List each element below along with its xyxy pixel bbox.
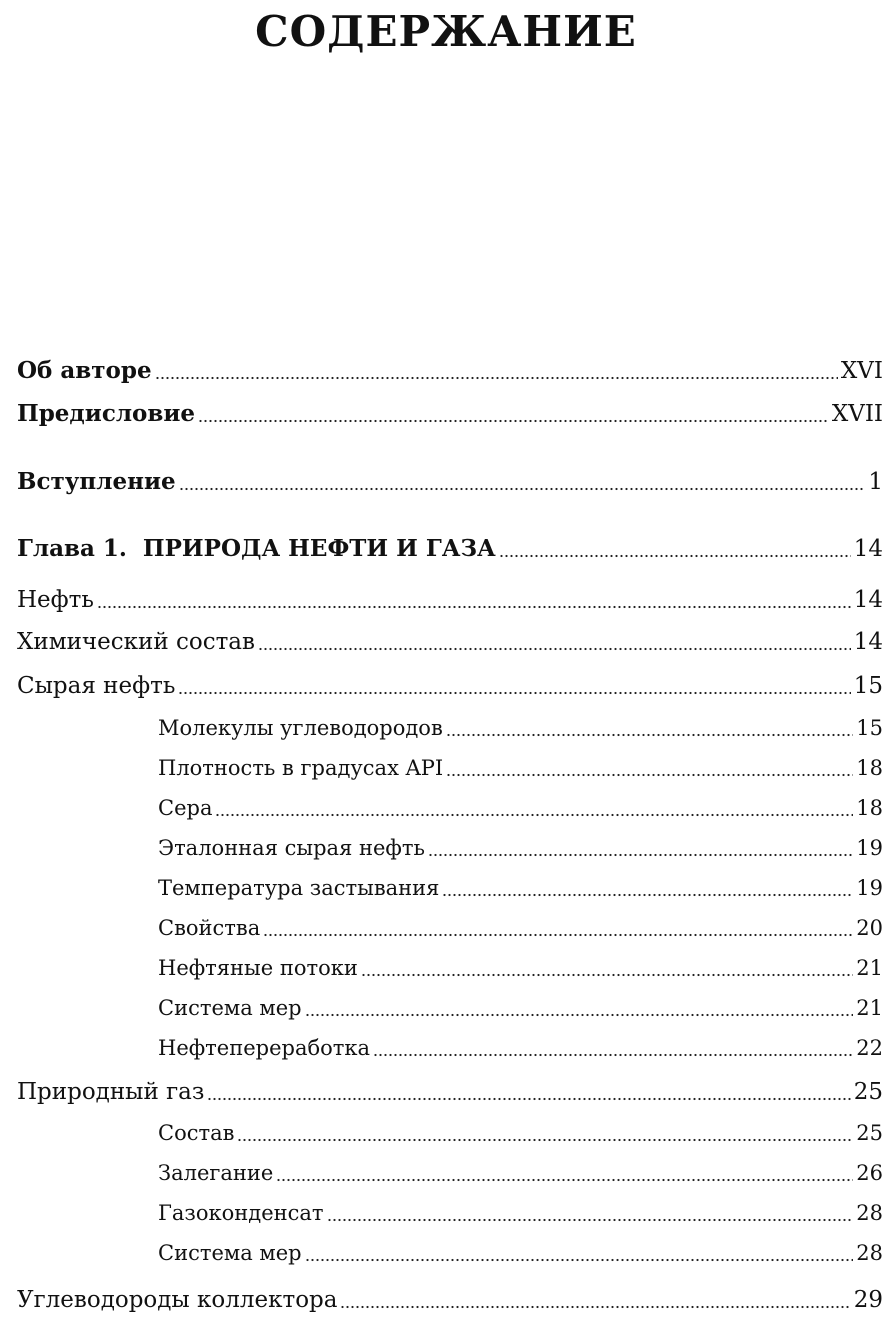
toc-entry-occurrence[interactable] bbox=[158, 1156, 883, 1190]
dot-leader bbox=[198, 397, 829, 431]
toc-entry-label: Нефтепереработка bbox=[158, 1036, 371, 1060]
dot-leader bbox=[361, 951, 853, 985]
dot-leader bbox=[373, 1031, 853, 1065]
toc-page-number: XVI bbox=[840, 358, 883, 384]
dot-leader bbox=[258, 625, 851, 659]
toc-entry-label: Состав bbox=[158, 1121, 235, 1145]
dot-leader bbox=[340, 1283, 850, 1317]
toc-entry-natural-gas[interactable] bbox=[17, 1075, 883, 1109]
toc-page-number: 14 bbox=[853, 587, 883, 613]
dot-leader bbox=[207, 1075, 850, 1109]
toc-entry-label: Предисловие bbox=[17, 400, 196, 427]
dot-leader bbox=[97, 583, 851, 617]
toc-page-number: 22 bbox=[856, 1036, 883, 1060]
toc-entry-gas-condensate[interactable] bbox=[158, 1196, 883, 1230]
toc-entry-label: Природный газ bbox=[17, 1079, 205, 1105]
toc-entry-properties[interactable] bbox=[158, 911, 883, 945]
dot-leader bbox=[179, 465, 866, 499]
toc-entry-gas-composition[interactable] bbox=[158, 1116, 883, 1150]
dot-leader bbox=[446, 711, 853, 745]
dot-leader bbox=[305, 1236, 854, 1270]
toc-entry-label: Система мер bbox=[158, 996, 302, 1020]
toc-page-number: 18 bbox=[856, 796, 883, 820]
dot-leader bbox=[178, 669, 850, 703]
toc-entry-reservoir-hydrocarbons[interactable] bbox=[17, 1283, 883, 1317]
dot-leader bbox=[305, 991, 854, 1025]
toc-entry-sulfur[interactable] bbox=[158, 791, 883, 825]
toc-page-number: XVII bbox=[831, 401, 883, 427]
dot-leader bbox=[215, 791, 853, 825]
toc-entry-label: Газоконденсат bbox=[158, 1201, 324, 1225]
dot-leader bbox=[442, 871, 853, 905]
toc-entry-benchmark-crude[interactable] bbox=[158, 831, 883, 865]
toc-entry-label: Система мер bbox=[158, 1241, 302, 1265]
toc-entry-chemical-composition[interactable] bbox=[17, 625, 883, 659]
toc-entry-label: Плотность в градусах API bbox=[158, 756, 444, 780]
toc-entry-oil-streams[interactable] bbox=[158, 951, 883, 985]
toc-page-number: 21 bbox=[856, 996, 883, 1020]
toc-entry-label: Свойства bbox=[158, 916, 261, 940]
toc-entry-label: Глава 1. ПРИРОДА НЕФТИ И ГАЗА bbox=[17, 535, 496, 562]
toc-page-number: 26 bbox=[856, 1161, 883, 1185]
toc-page-number: 14 bbox=[853, 629, 883, 655]
toc-entry-introduction[interactable] bbox=[17, 465, 883, 499]
page-title: СОДЕРЖАНИЕ bbox=[255, 7, 637, 56]
toc-page-number: 1 bbox=[868, 469, 883, 495]
toc-entry-measurement-system-gas[interactable] bbox=[158, 1236, 883, 1270]
toc-page-number: 28 bbox=[856, 1201, 883, 1225]
toc-entry-label: Нефтяные потоки bbox=[158, 956, 358, 980]
toc-entry-label: Углеводороды коллектора bbox=[17, 1287, 338, 1313]
dot-leader bbox=[327, 1196, 854, 1230]
dot-leader bbox=[428, 831, 853, 865]
toc-entry-label: Химический состав bbox=[17, 629, 255, 655]
toc-entry-label: Нефть bbox=[17, 587, 94, 613]
toc-page-number: 15 bbox=[853, 673, 883, 699]
toc-entry-hydrocarbon-molecules[interactable] bbox=[158, 711, 883, 745]
toc-entry-refining[interactable] bbox=[158, 1031, 883, 1065]
toc-entry-crude-oil[interactable] bbox=[17, 669, 883, 703]
dot-leader bbox=[237, 1116, 853, 1150]
dot-leader bbox=[155, 354, 838, 388]
toc-page-number: 29 bbox=[853, 1287, 883, 1313]
toc-page-number: 15 bbox=[856, 716, 883, 740]
toc-page-number: 25 bbox=[856, 1121, 883, 1145]
toc-entry-oil[interactable] bbox=[17, 583, 883, 617]
toc-entry-preface[interactable] bbox=[17, 397, 883, 431]
toc-page-number: 14 bbox=[853, 536, 883, 562]
dot-leader bbox=[276, 1156, 853, 1190]
toc-page-number: 18 bbox=[856, 756, 883, 780]
dot-leader bbox=[446, 751, 853, 785]
toc-entry-label: Молекулы углеводородов bbox=[158, 716, 443, 740]
toc-entry-label: Эталонная сырая нефть bbox=[158, 836, 425, 860]
toc-page-number: 21 bbox=[856, 956, 883, 980]
toc-entry-label: Температура застывания bbox=[158, 876, 440, 900]
toc-page-number: 19 bbox=[856, 876, 883, 900]
toc-entry-label: Сырая нефть bbox=[17, 673, 176, 699]
toc-entry-chapter-1[interactable] bbox=[17, 532, 883, 566]
toc-entry-label: Залегание bbox=[158, 1161, 274, 1185]
toc-entry-pour-point[interactable] bbox=[158, 871, 883, 905]
toc-entry-label: Об авторе bbox=[17, 357, 152, 384]
dot-leader bbox=[263, 911, 853, 945]
toc-page-number: 25 bbox=[853, 1079, 883, 1105]
toc-page-number: 19 bbox=[856, 836, 883, 860]
dot-leader bbox=[499, 532, 851, 566]
toc-entry-measurement-system-oil[interactable] bbox=[158, 991, 883, 1025]
toc-entry-about-author[interactable] bbox=[17, 354, 883, 388]
toc-entry-api-gravity[interactable] bbox=[158, 751, 883, 785]
toc-entry-label: Сера bbox=[158, 796, 213, 820]
toc-page-number: 28 bbox=[856, 1241, 883, 1265]
toc-page-number: 20 bbox=[856, 916, 883, 940]
toc-entry-label: Вступление bbox=[17, 468, 176, 495]
